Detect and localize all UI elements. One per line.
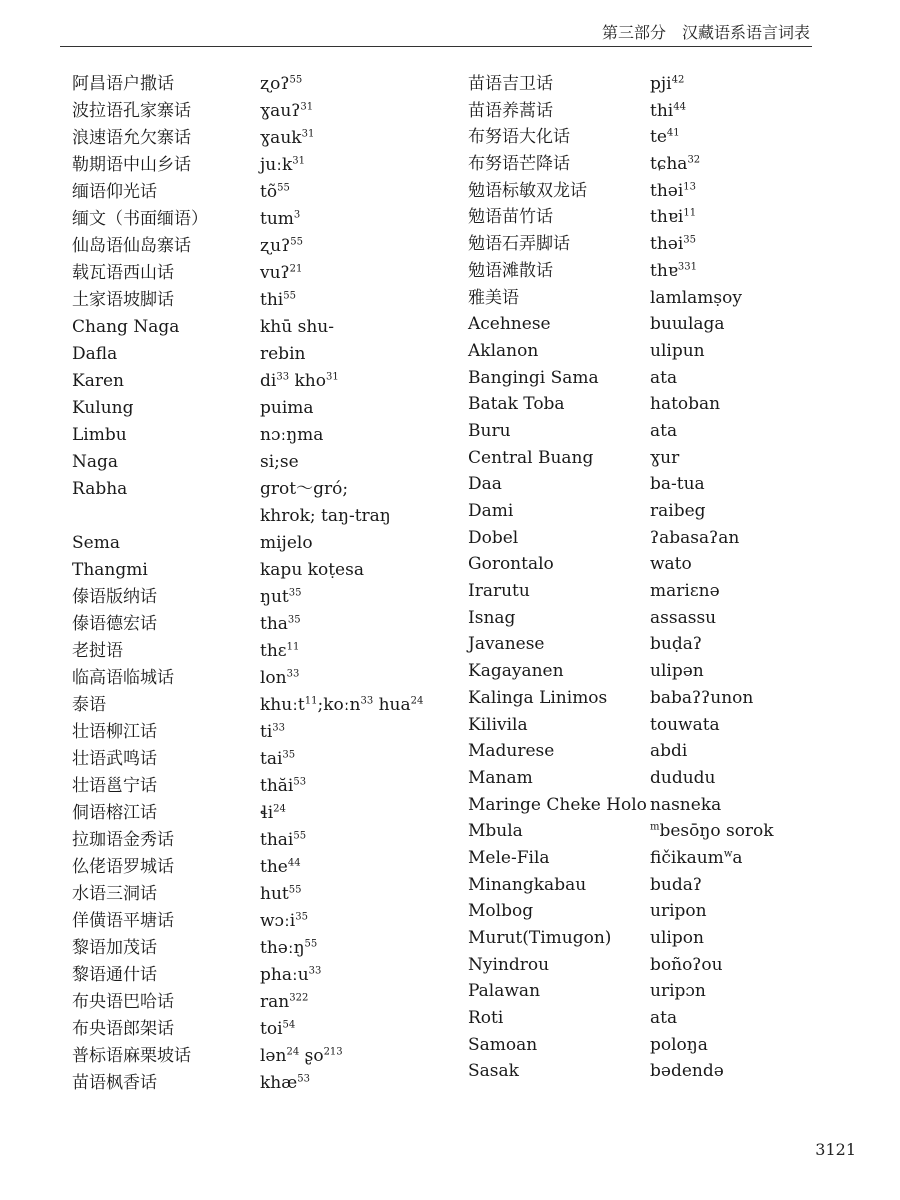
entry-row <box>468 952 868 979</box>
word-form: ɬi$^{24}$ <box>260 803 286 823</box>
entry-row <box>72 962 467 989</box>
word-form: raibeg <box>650 501 706 521</box>
language-name: Buru <box>468 420 511 441</box>
language-name: Chang Naga <box>72 317 180 337</box>
language-name: Aklanon <box>468 340 539 361</box>
language-name: Molbog <box>468 901 534 922</box>
entry-row <box>72 71 467 98</box>
entry-row <box>468 685 868 712</box>
language-name: Thangmi <box>72 560 148 580</box>
language-name: Mbula <box>468 821 523 842</box>
word-form: khrok; taŋ-traŋ <box>260 506 391 526</box>
entry-row <box>468 204 868 231</box>
word-form: phaːu$^{33}$ <box>260 965 322 985</box>
entry-row <box>72 260 467 287</box>
page-number: 3121 <box>815 1140 856 1159</box>
entry-row <box>72 503 467 530</box>
word-form: tha$^{35}$ <box>260 614 301 634</box>
language-name: Naga <box>72 452 119 472</box>
language-name: 波拉语孔家寨话 <box>72 101 191 121</box>
word-form: ɣauk$^{31}$ <box>260 128 315 148</box>
word-form: ʐuʔ$^{55}$ <box>260 236 303 256</box>
entry-row <box>72 125 467 152</box>
word-form: ɣauʔ$^{31}$ <box>260 101 314 121</box>
language-name: Kagayanen <box>468 661 564 682</box>
entry-row <box>468 978 868 1005</box>
word-form: the$^{44}$ <box>260 857 301 877</box>
language-name: 缅语仰光话 <box>72 182 157 202</box>
entry-row <box>468 445 868 472</box>
entry-row <box>468 391 868 418</box>
word-form: ʐoʔ$^{55}$ <box>260 74 303 94</box>
entry-row <box>72 1043 467 1070</box>
word-form: thăi$^{53}$ <box>260 776 307 796</box>
entry-row <box>72 908 467 935</box>
language-name: 布努语芒降话 <box>468 154 570 175</box>
entry-row <box>468 872 868 899</box>
word-form: wato <box>650 554 692 575</box>
word-form: pji$^{42}$ <box>650 74 685 94</box>
entry-row <box>72 746 467 773</box>
word-form: kapu koṭesa <box>260 560 364 580</box>
entry-row <box>72 476 467 503</box>
language-name: 傣语版纳话 <box>72 587 157 607</box>
word-form: tum$^3$ <box>260 209 301 229</box>
entry-row <box>468 151 868 178</box>
language-name: 勉语苗竹话 <box>468 207 553 228</box>
entry-row <box>468 471 868 498</box>
entry-row <box>468 178 868 205</box>
language-name: Dami <box>468 501 514 521</box>
word-form: thəːŋ$^{55}$ <box>260 938 318 958</box>
entry-row <box>72 827 467 854</box>
word-form: ulipon <box>650 928 704 948</box>
entry-row <box>468 231 868 258</box>
language-name: 勉语标敏双龙话 <box>468 180 587 201</box>
word-form: thi$^{55}$ <box>260 290 296 310</box>
entry-row <box>72 881 467 908</box>
word-form: dududu <box>650 767 716 788</box>
word-form: nɔːŋma <box>260 425 324 445</box>
entry-row <box>72 449 467 476</box>
entry-row <box>72 98 467 125</box>
word-form: lən$^{24}$ ʂo$^{213}$ <box>260 1046 343 1066</box>
word-form: thɛ$^{11}$ <box>260 641 300 661</box>
language-name: Kulung <box>72 398 134 418</box>
language-name: Mele-Fila <box>468 847 550 868</box>
entry-row <box>468 712 868 739</box>
language-name: Rabha <box>72 479 128 499</box>
language-name: 普标语麻栗坡话 <box>72 1046 191 1066</box>
word-form: ata <box>650 420 678 441</box>
word-form: ran$^{322}$ <box>260 992 309 1012</box>
entry-row <box>72 368 467 395</box>
entry-row <box>468 605 868 632</box>
word-form: ɣur <box>650 447 680 468</box>
language-name: Dobel <box>468 527 519 548</box>
word-form: tɕha$^{32}$ <box>650 154 701 175</box>
word-form: juːk$^{31}$ <box>260 155 305 175</box>
word-form: wɔːi$^{35}$ <box>260 911 308 931</box>
entry-row <box>468 311 868 338</box>
entry-row <box>468 1058 868 1085</box>
entry-row <box>72 395 467 422</box>
language-name: Kilivila <box>468 714 528 735</box>
entry-row <box>468 925 868 952</box>
word-form: poloŋa <box>650 1034 708 1055</box>
header-title: 第三部分 汉藏语系语言词表 <box>601 23 810 42</box>
word-form: $tõ^{55}$ <box>260 182 290 202</box>
language-name: Javanese <box>468 634 545 655</box>
language-name: Bangingi Sama <box>468 367 599 388</box>
entry-row <box>468 365 868 392</box>
language-name: Madurese <box>468 741 555 762</box>
word-form: $^m$besōŋo sorok <box>650 821 774 842</box>
language-name: Sema <box>72 533 120 553</box>
language-name: Palawan <box>468 981 541 1002</box>
word-form: nasneka <box>650 794 722 815</box>
word-form: buɯlaga <box>650 314 725 335</box>
word-form: bədendə <box>650 1061 724 1082</box>
word-form: fičikaum$^w$a <box>650 847 743 868</box>
word-form: $ti^{33}$ <box>260 722 286 742</box>
entry-row <box>468 1032 868 1059</box>
language-name: 勉语石弄脚话 <box>468 234 570 255</box>
entry-row <box>468 631 868 658</box>
language-name: 布央语巴哈话 <box>72 992 174 1012</box>
word-form: ulipən <box>650 661 704 682</box>
language-name: 布努语大化话 <box>468 127 570 148</box>
language-name: 雅美语 <box>468 287 519 308</box>
word-form: tai$^{35}$ <box>260 749 296 769</box>
word-form: ata <box>650 1008 678 1029</box>
word-form: $te^{41}$ <box>650 127 680 148</box>
language-name: Dafla <box>72 344 118 364</box>
word-form: budaʔ <box>650 874 702 895</box>
language-name: 侗语榕江话 <box>72 803 157 823</box>
word-form: thəi$^{13}$ <box>650 180 697 201</box>
language-name: 勒期语中山乡话 <box>72 155 191 175</box>
entry-row <box>468 792 868 819</box>
language-name: 老挝语 <box>72 641 123 661</box>
word-form: lamlamṣoy <box>650 287 742 308</box>
entry-row <box>468 765 868 792</box>
entry-row <box>468 338 868 365</box>
entry-row <box>468 845 868 872</box>
word-form: lon$^{33}$ <box>260 668 300 688</box>
entry-row <box>72 557 467 584</box>
running-header <box>60 16 812 47</box>
left-column <box>72 71 467 1097</box>
language-name: 载瓦语西山话 <box>72 263 174 283</box>
language-name: Limbu <box>72 425 127 445</box>
word-form: thai$^{55}$ <box>260 830 307 850</box>
language-name: 苗语枫香话 <box>72 1073 157 1093</box>
language-name: Murut(Timugon) <box>468 928 612 948</box>
language-name: 临高语临城话 <box>72 668 174 688</box>
word-form: toi$^{54}$ <box>260 1019 296 1039</box>
language-name: 拉珈语金秀话 <box>72 830 174 850</box>
word-form: thɐi$^{11}$ <box>650 207 697 228</box>
language-name: 黎语通什话 <box>72 965 157 985</box>
entry-row <box>72 1070 467 1097</box>
entry-row <box>468 738 868 765</box>
entry-row <box>72 665 467 692</box>
word-form: khæ$^{53}$ <box>260 1073 310 1093</box>
language-name: 壮语武鸣话 <box>72 749 157 769</box>
word-form: ba-tua <box>650 474 705 495</box>
entry-row <box>468 418 868 445</box>
entry-row <box>468 525 868 552</box>
language-name: Samoan <box>468 1034 538 1055</box>
entry-row <box>72 341 467 368</box>
right-column <box>468 71 868 1085</box>
language-name: Minangkabau <box>468 874 587 895</box>
language-name: 壮语邕宁话 <box>72 776 157 796</box>
entry-row <box>468 578 868 605</box>
entry-row <box>468 285 868 312</box>
word-form: uripon <box>650 901 707 922</box>
word-form: khū shu- <box>260 317 334 337</box>
entry-row <box>72 773 467 800</box>
entry-row <box>72 638 467 665</box>
language-name: Karen <box>72 371 124 391</box>
language-name: Batak Toba <box>468 394 565 415</box>
entry-row <box>72 152 467 179</box>
entry-row <box>468 98 868 125</box>
language-name: Acehnese <box>468 314 551 335</box>
language-name: 水语三洞话 <box>72 884 157 904</box>
entry-row <box>72 233 467 260</box>
entry-row <box>468 71 868 98</box>
language-name: 浪速语允欠寨话 <box>72 128 191 148</box>
word-form: hatoban <box>650 394 721 415</box>
word-form: vuʔ$^{21}$ <box>260 263 303 283</box>
language-name: Irarutu <box>468 581 530 602</box>
language-name: Kalinga Linimos <box>468 687 608 708</box>
word-form: si;se <box>260 452 299 472</box>
word-form: mariɛnə <box>650 581 720 602</box>
word-form: puima <box>260 398 314 418</box>
entry-row <box>72 422 467 449</box>
language-name: 壮语柳江话 <box>72 722 157 742</box>
word-form: ʔabasaʔan <box>650 527 740 548</box>
language-name: Isnag <box>468 607 516 628</box>
entry-row <box>72 800 467 827</box>
word-form: mijelo <box>260 533 313 553</box>
word-form: ŋut$^{35}$ <box>260 587 302 607</box>
word-form: rebin <box>260 344 306 364</box>
word-form: thəi$^{35}$ <box>650 234 697 255</box>
language-name: 缅文（书面缅语） <box>72 209 208 229</box>
entry-row <box>468 124 868 151</box>
entry-row <box>468 818 868 845</box>
language-name: Gorontalo <box>468 554 554 575</box>
language-name: 苗语养蒿话 <box>468 100 553 121</box>
entry-row <box>72 584 467 611</box>
language-name: 仙岛语仙岛寨话 <box>72 236 191 256</box>
word-form: $di^{33}$ kho$^{31}$ <box>260 371 339 391</box>
entry-row <box>72 611 467 638</box>
entry-row <box>468 658 868 685</box>
word-form: assassu <box>650 607 717 628</box>
language-name: 仫佬语罗城话 <box>72 857 174 877</box>
language-name: Daa <box>468 474 502 495</box>
language-name: Maringe Cheke Holo <box>468 794 647 815</box>
entry-row <box>72 935 467 962</box>
language-name: 土家语坡脚话 <box>72 290 174 310</box>
entry-row <box>72 179 467 206</box>
word-form: babaʔʔunon <box>650 687 754 708</box>
word-form: ata <box>650 367 678 388</box>
entry-row <box>72 314 467 341</box>
language-name: 佯僙语平塘话 <box>72 911 174 931</box>
word-form: abdi <box>650 741 688 762</box>
word-form: uripɔn <box>650 981 706 1002</box>
entry-row <box>72 530 467 557</box>
entry-row <box>468 898 868 925</box>
entry-row <box>72 206 467 233</box>
entry-row <box>72 854 467 881</box>
word-form: touwata <box>650 714 720 735</box>
entry-row <box>468 258 868 285</box>
word-form: ulipun <box>650 340 705 361</box>
word-form: boñoʔou <box>650 954 723 975</box>
word-form: grot～gró; <box>260 479 349 499</box>
language-name: Central Buang <box>468 447 594 468</box>
language-name: 傣语德宏话 <box>72 614 157 634</box>
entry-row <box>72 1016 467 1043</box>
entry-row <box>468 498 868 525</box>
language-name: 泰语 <box>72 695 106 715</box>
language-name: 布央语郎架话 <box>72 1019 174 1039</box>
language-name: Manam <box>468 767 533 788</box>
entry-row <box>468 1005 868 1032</box>
entry-row <box>72 287 467 314</box>
word-form: hut$^{55}$ <box>260 884 302 904</box>
word-form: thi$^{44}$ <box>650 100 686 121</box>
language-name: 黎语加茂话 <box>72 938 157 958</box>
entry-row <box>468 551 868 578</box>
language-name: 苗语吉卫话 <box>468 74 553 94</box>
word-form: khuːt$^{11}$;koːn$^{33}$ hua$^{24}$ <box>260 695 424 715</box>
word-form: buḍaʔ <box>650 634 702 655</box>
language-name: Roti <box>468 1008 504 1029</box>
entry-row <box>72 692 467 719</box>
word-form: thɐ$^{331}$ <box>650 260 698 281</box>
language-name: Sasak <box>468 1061 519 1082</box>
entry-row <box>72 989 467 1016</box>
language-name: 勉语滩散话 <box>468 260 553 281</box>
language-name: Nyindrou <box>468 954 550 975</box>
language-name: 阿昌语户撒话 <box>72 74 174 94</box>
entry-row <box>72 719 467 746</box>
